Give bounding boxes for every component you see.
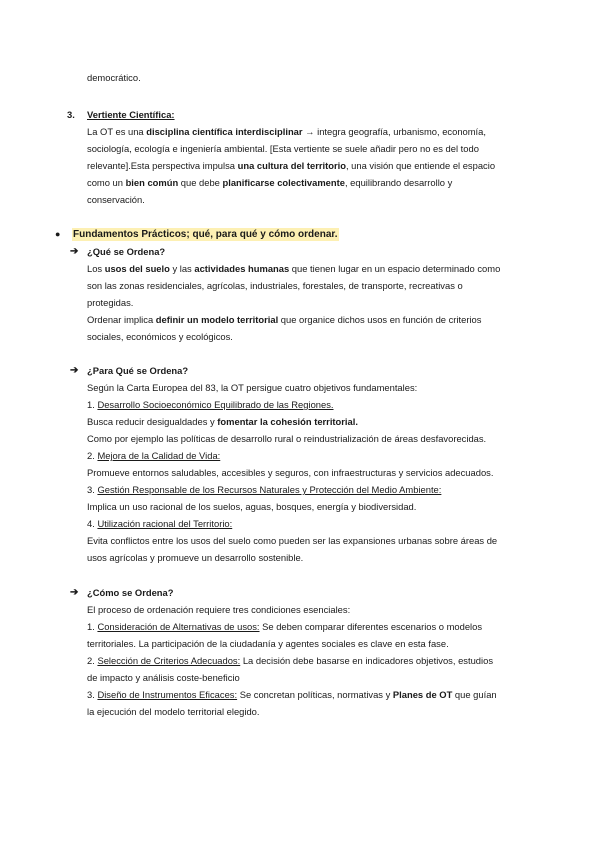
vertiente-line: relevante].Esta perspectiva impulsa una cultura del territorio, una visión que entiende el espacio [87, 160, 496, 171]
paraque-line: Como por ejemplo las políticas de desarrollo rural o reindustrialización de áreas desfavorecidas. [87, 433, 487, 444]
section-heading: Fundamentos Prácticos; qué, para qué y cómo ordenar. [73, 229, 338, 240]
vertiente-line: como un bien común que debe planificarse colectivamente, equilibrando desarrollo y [87, 177, 453, 188]
arrow-icon: ➔ [70, 365, 79, 376]
que-line: Ordenar implica definir un modelo territorial que organice dichos usos en función de criterios [87, 314, 482, 325]
objective-1: 1. Desarrollo Socioeconómico Equilibrado de las Regiones. [87, 399, 334, 410]
paraque-line: Evita conflictos entre los usos del suelo como pueden ser las expansiones urbanas sobre áreas de [87, 535, 498, 546]
paraque-line: Según la Carta Europea del 83, la OT persigue cuatro objetivos fundamentales: [87, 382, 418, 393]
vertiente-line: La OT es una disciplina científica interdisciplinar → integra geografía, urbanismo, economía, [87, 126, 486, 137]
intro-line: democrático. [87, 72, 141, 83]
bullet-icon: ● [55, 229, 61, 239]
condition-2: 2. Selección de Criterios Adecuados: La decisión debe basarse en indicadores objetivos, estudios [87, 655, 494, 666]
arrow-icon: ➔ [70, 587, 79, 598]
como-line: de impacto y análisis coste-beneficio [87, 672, 240, 683]
objective-2: 2. Mejora de la Calidad de Vida: [87, 450, 221, 461]
subheading-que: ¿Qué se Ordena? [87, 246, 166, 257]
paraque-line: Promueve entornos saludables, accesibles y seguros, con infraestructuras y servicios adecuados. [87, 467, 494, 478]
objective-3: 3. Gestión Responsable de los Recursos Naturales y Protección del Medio Ambiente: [87, 484, 442, 495]
objective-4: 4. Utilización racional del Territorio: [87, 518, 233, 529]
como-line: la ejecución del modelo territorial elegido. [87, 706, 260, 717]
arrow-icon: ➔ [70, 246, 79, 257]
subheading-como: ¿Cómo se Ordena? [87, 587, 174, 598]
que-line: sociales, económicos y ecológicos. [87, 331, 233, 342]
subheading-paraque: ¿Para Qué se Ordena? [87, 365, 189, 376]
que-line: Los usos del suelo y las actividades humanas que tienen lugar en un espacio determinado como [87, 263, 501, 274]
vertiente-title: Vertiente Científica: [87, 109, 175, 120]
como-line: El proceso de ordenación requiere tres condiciones esenciales: [87, 604, 351, 615]
que-line: protegidas. [87, 297, 134, 308]
como-line: territoriales. La participación de la ciudadanía y agentes sociales es clave en esta fase. [87, 638, 449, 649]
que-line: son las zonas residenciales, agrícolas, industriales, forestales, de transporte, recreativas o [87, 280, 463, 291]
list-number: 3. [67, 109, 75, 120]
paraque-line: Busca reducir desigualdades y fomentar la cohesión territorial. [87, 416, 358, 427]
paraque-line: usos agrícolas y promueve un desarrollo sostenible. [87, 552, 304, 563]
vertiente-line: sociología, ecología e ingeniería ambiental. [Esta vertiente se suele añadir pero no es del todo [87, 143, 479, 154]
paraque-line: Implica un uso racional de los suelos, aguas, bosques, energía y biodiversidad. [87, 501, 417, 512]
condition-3: 3. Diseño de Instrumentos Eficaces: Se concretan políticas, normativas y Planes de OT que guían [87, 689, 497, 700]
condition-1: 1. Consideración de Alternativas de usos: Se deben comparar diferentes escenarios o modelos [87, 621, 483, 632]
vertiente-line: conservación. [87, 194, 145, 205]
